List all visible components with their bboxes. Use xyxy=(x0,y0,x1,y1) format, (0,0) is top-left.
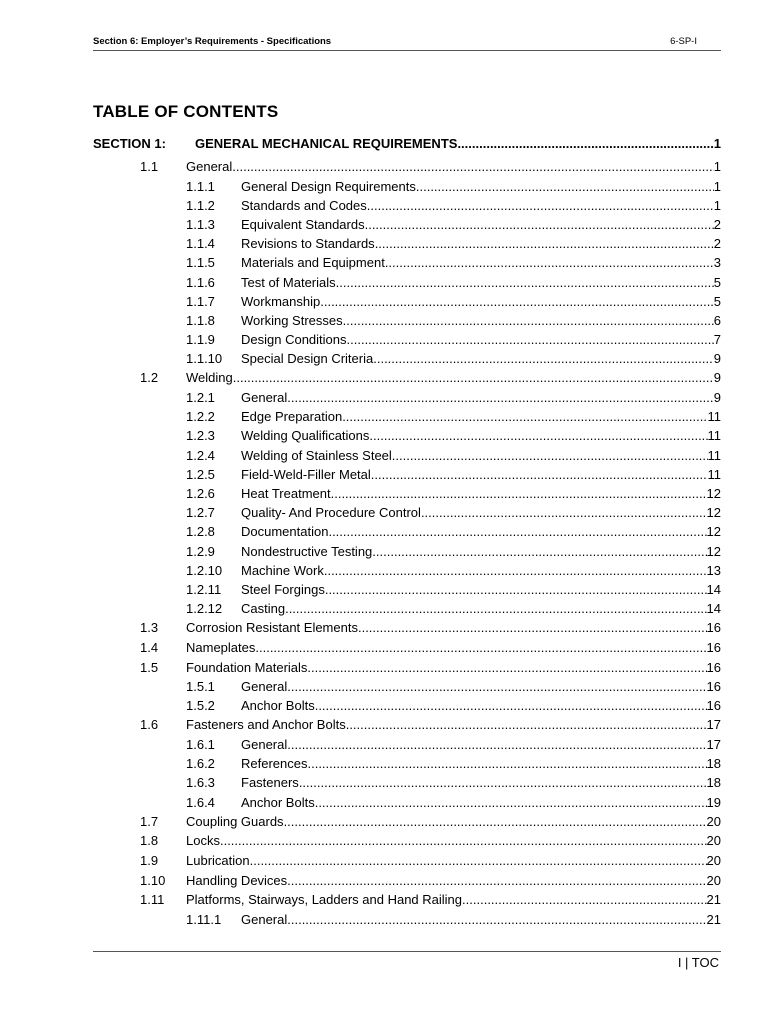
toc-entry-page: 6 xyxy=(713,312,721,328)
toc-entry-line xyxy=(241,177,721,196)
dot-leader xyxy=(315,793,707,812)
dot-leader xyxy=(373,349,714,368)
toc-entry-title: General xyxy=(241,911,288,927)
toc-entry-page: 11 xyxy=(707,466,721,482)
toc-entry-page: 16 xyxy=(706,698,721,714)
toc-entry-page: 11 xyxy=(707,409,721,425)
toc-entry-title: Special Design Criteria xyxy=(241,351,374,367)
toc-entry-page: 20 xyxy=(706,813,721,829)
toc-entry-number: 1.1.2 xyxy=(186,197,215,213)
toc-entry-page: 2 xyxy=(713,216,721,232)
toc-entry-line xyxy=(241,349,721,368)
toc-entry-title: References xyxy=(241,756,308,772)
toc-entry[interactable] xyxy=(93,330,721,349)
toc-entry-title: Fasteners xyxy=(241,775,299,791)
dot-leader xyxy=(285,599,706,618)
toc-entry-page: 9 xyxy=(713,351,721,367)
toc-entry-number: 1.6 xyxy=(140,717,159,733)
toc-entry-line xyxy=(241,407,721,426)
toc-entry-line xyxy=(241,465,721,484)
dot-leader xyxy=(346,715,707,735)
page-footer: I | TOC xyxy=(677,955,719,970)
dot-leader xyxy=(233,368,714,388)
toc-entry-number: 1.1.3 xyxy=(186,216,215,232)
toc-entry-page: 20 xyxy=(706,833,721,849)
toc-entry-line xyxy=(241,253,721,272)
toc-entry-number: 1.1.6 xyxy=(186,274,215,290)
toc-entry-title: Platforms, Stairways, Ladders and Hand Railing xyxy=(186,892,463,908)
toc-entry-title: Heat Treatment xyxy=(241,486,331,501)
toc-entry[interactable] xyxy=(93,599,721,618)
toc-entry-line xyxy=(241,910,721,929)
toc-entry-number: 1.5.1 xyxy=(186,679,215,695)
toc-entry-title: Foundation Materials xyxy=(186,659,308,675)
toc-entry-page: 19 xyxy=(706,794,721,810)
toc-entry[interactable] xyxy=(93,561,721,580)
dot-leader xyxy=(372,542,706,561)
toc-entry-page: 17 xyxy=(706,737,721,753)
dot-leader xyxy=(421,503,707,522)
toc-entry[interactable] xyxy=(93,618,721,638)
toc-entry-title: Handling Devices xyxy=(186,872,288,888)
toc-entry-title: Standards and Codes xyxy=(241,197,367,213)
toc-entry-number: 1.1.9 xyxy=(186,332,215,348)
dot-leader xyxy=(416,177,714,196)
toc-entry-page: 1 xyxy=(713,136,721,151)
toc-entry-page: 12 xyxy=(706,486,721,501)
toc-entry-line xyxy=(186,715,721,735)
toc-entry-title: Documentation xyxy=(241,524,329,540)
toc-entry-page: 11 xyxy=(707,447,721,463)
toc-entry-page: 7 xyxy=(713,332,721,348)
toc-entry-line xyxy=(241,484,721,503)
toc-entry-page: 16 xyxy=(706,659,721,675)
toc-entry[interactable] xyxy=(93,311,721,330)
toc-entry[interactable] xyxy=(93,253,721,272)
footer-divider xyxy=(93,951,721,952)
toc-entry-number: 1.2.12 xyxy=(186,601,223,617)
dot-leader xyxy=(287,735,706,754)
toc-entry-line xyxy=(241,696,721,715)
toc-entry-line xyxy=(186,658,721,678)
dot-leader xyxy=(375,234,714,253)
dot-leader xyxy=(371,465,708,484)
dot-leader xyxy=(385,253,714,272)
toc-entry-page: 12 xyxy=(706,543,721,559)
toc-entry[interactable] xyxy=(93,446,721,465)
dot-leader xyxy=(336,273,714,292)
dot-leader xyxy=(343,311,714,330)
toc-entry-line xyxy=(186,851,721,871)
table-of-contents xyxy=(93,134,721,929)
toc-entry-line xyxy=(241,735,721,754)
toc-entry-line xyxy=(241,196,721,215)
toc-entry[interactable] xyxy=(93,754,721,773)
toc-entry-number: 1.2.10 xyxy=(186,562,223,578)
dot-leader xyxy=(232,157,714,177)
toc-entry-page: 9 xyxy=(713,370,721,386)
toc-entry-number: 1.2.2 xyxy=(186,409,215,425)
toc-entry-number: 1.2 xyxy=(140,370,159,386)
toc-entry-number: 1.2.5 xyxy=(186,466,215,482)
toc-entry-page: 13 xyxy=(706,562,721,578)
toc-entry-page: 5 xyxy=(713,293,721,309)
dot-leader xyxy=(392,446,708,465)
toc-entry-line xyxy=(241,773,721,792)
toc-entry-number: 1.11 xyxy=(140,892,165,908)
toc-entry-title: General xyxy=(241,390,288,406)
toc-entry[interactable] xyxy=(93,503,721,522)
toc-entry-number: 1.2.8 xyxy=(186,524,215,540)
toc-entry-number: 1.8 xyxy=(140,833,159,849)
toc-entry-line xyxy=(241,522,721,541)
toc-entry-title: Working Stresses xyxy=(241,312,343,328)
toc-entry[interactable] xyxy=(93,910,721,929)
toc-entry[interactable] xyxy=(93,522,721,541)
toc-entry-number: 1.2.3 xyxy=(186,428,215,444)
toc-section-entry[interactable] xyxy=(93,134,721,154)
toc-entry[interactable] xyxy=(93,292,721,311)
toc-entry-title: Machine Work xyxy=(241,562,324,578)
header-section-title: Section 6: Employer’s Requirements - Specifications xyxy=(93,36,332,47)
toc-entry-page: 14 xyxy=(706,581,721,597)
toc-entry-title: Lubrication xyxy=(186,853,250,868)
toc-entry-title: Revisions to Standards xyxy=(241,236,375,252)
toc-entry[interactable] xyxy=(93,368,721,388)
toc-entry-page: 12 xyxy=(706,505,721,521)
toc-entry-title: Quality- And Procedure Control xyxy=(241,505,421,521)
toc-entry-line xyxy=(241,561,721,580)
toc-entry-page: 3 xyxy=(713,255,721,271)
toc-entry-number: 1.9 xyxy=(140,853,159,868)
dot-leader xyxy=(358,618,707,638)
toc-entry-line xyxy=(241,677,721,696)
page-header xyxy=(93,36,721,51)
toc-entry[interactable] xyxy=(93,273,721,292)
toc-entry-line xyxy=(241,542,721,561)
toc-entry-page: 18 xyxy=(706,756,721,772)
toc-entry[interactable] xyxy=(93,196,721,215)
toc-entry-number: 1.5.2 xyxy=(186,698,215,714)
toc-entry-page: 1 xyxy=(713,178,721,194)
toc-entry-line xyxy=(241,793,721,812)
toc-entry-line xyxy=(241,446,721,465)
toc-entry-page: 14 xyxy=(706,601,721,617)
dot-leader xyxy=(324,561,707,580)
toc-entry-line xyxy=(186,638,721,658)
toc-entry-title: Welding xyxy=(186,370,233,386)
toc-entry-line xyxy=(186,157,721,177)
toc-entry[interactable] xyxy=(93,426,721,445)
toc-entry-number: 1.1.1 xyxy=(186,178,215,194)
toc-entry-title: Field-Weld-Filler Metal xyxy=(241,466,371,482)
toc-entry-number: 1.10 xyxy=(140,872,166,888)
toc-entry[interactable] xyxy=(93,735,721,754)
toc-entry-line xyxy=(241,599,721,618)
toc-entry[interactable] xyxy=(93,793,721,812)
toc-entry[interactable] xyxy=(93,407,721,426)
toc-entry-title: Nondestructive Testing xyxy=(241,543,373,559)
toc-entry-title: Welding of Stainless Steel xyxy=(241,447,392,463)
toc-entry-line xyxy=(186,831,721,851)
toc-entry-number: 1.6.2 xyxy=(186,756,215,772)
dot-leader xyxy=(331,484,707,503)
toc-entry[interactable] xyxy=(93,542,721,561)
toc-entry[interactable] xyxy=(93,177,721,196)
dot-leader xyxy=(307,658,706,678)
dot-leader xyxy=(284,812,707,832)
toc-entry-title: Steel Forgings xyxy=(241,581,325,597)
toc-entry-number: 1.1.5 xyxy=(186,255,215,271)
toc-entry-page: 21 xyxy=(706,911,721,927)
toc-entry-page: 20 xyxy=(706,853,721,868)
dot-leader xyxy=(342,407,707,426)
dot-leader xyxy=(347,330,714,349)
toc-entry-number: 1.2.6 xyxy=(186,486,215,501)
toc-entry-number: 1.3 xyxy=(140,620,159,636)
toc-heading: TABLE OF CONTENTS xyxy=(93,102,279,121)
toc-entry-title: Test of Materials xyxy=(241,274,336,290)
toc-entry-page: 12 xyxy=(706,524,721,540)
toc-entry[interactable] xyxy=(93,696,721,715)
toc-entry-number: 1.1.10 xyxy=(186,351,223,367)
toc-entry-title: Locks xyxy=(186,833,220,849)
dot-leader xyxy=(287,388,714,407)
toc-entry-title: General xyxy=(241,679,288,695)
toc-entry-page: 1 xyxy=(713,159,721,174)
toc-entry-line xyxy=(241,754,721,773)
toc-entry-number: SECTION 1: xyxy=(93,136,166,151)
toc-entry-number: 1.4 xyxy=(140,639,159,655)
dot-leader xyxy=(255,638,706,658)
toc-entry-page: 16 xyxy=(706,639,721,655)
toc-entry-title: Anchor Bolts xyxy=(241,698,315,714)
toc-entry[interactable] xyxy=(93,157,721,177)
toc-entry-page: 16 xyxy=(706,620,721,636)
dot-leader xyxy=(299,773,707,792)
toc-entry[interactable] xyxy=(93,638,721,658)
toc-entry[interactable] xyxy=(93,234,721,253)
toc-entry-line xyxy=(186,618,721,638)
dot-leader xyxy=(250,851,707,871)
toc-entry-page: 20 xyxy=(706,872,721,888)
toc-entry-line xyxy=(241,580,721,599)
toc-entry-title: Edge Preparation xyxy=(241,409,343,425)
toc-entry[interactable] xyxy=(93,465,721,484)
toc-entry-title: General xyxy=(186,159,233,174)
dot-leader xyxy=(315,696,707,715)
dot-leader xyxy=(307,754,706,773)
header-page-code: 6-SP-I xyxy=(670,36,697,47)
toc-entry-line xyxy=(241,292,721,311)
dot-leader xyxy=(369,426,707,445)
dot-leader xyxy=(367,196,714,215)
dot-leader xyxy=(457,134,713,153)
toc-entry-title: Casting xyxy=(241,601,286,617)
toc-entry-number: 1.7 xyxy=(140,813,159,829)
toc-entry[interactable] xyxy=(93,890,721,910)
toc-entry-number: 1.11.1 xyxy=(186,911,222,927)
toc-entry-page: 1 xyxy=(713,197,721,213)
toc-entry-number: 1.2.1 xyxy=(186,390,215,406)
dot-leader xyxy=(287,677,706,696)
toc-entry[interactable] xyxy=(93,349,721,368)
toc-entry-title: Fasteners and Anchor Bolts xyxy=(186,717,346,733)
toc-entry[interactable] xyxy=(93,715,721,735)
toc-entry-line xyxy=(186,871,721,891)
toc-entry-number: 1.1.7 xyxy=(186,293,215,309)
toc-entry-number: 1.2.4 xyxy=(186,447,215,463)
toc-entry[interactable] xyxy=(93,871,721,891)
toc-entry-line xyxy=(186,368,721,388)
toc-entry-title: GENERAL MECHANICAL REQUIREMENTS xyxy=(195,136,458,151)
toc-entry-line xyxy=(241,234,721,253)
toc-entry[interactable] xyxy=(93,484,721,503)
toc-entry-line xyxy=(186,890,721,910)
toc-entry[interactable] xyxy=(93,388,721,407)
toc-entry-page: 21 xyxy=(706,892,721,908)
toc-entry[interactable] xyxy=(93,677,721,696)
toc-entry-number: 1.2.11 xyxy=(186,581,222,597)
toc-entry-number: 1.6.1 xyxy=(186,737,215,753)
toc-entry-page: 2 xyxy=(713,236,721,252)
toc-entry-title: Materials and Equipment xyxy=(241,255,385,271)
dot-leader xyxy=(365,215,714,234)
dot-leader xyxy=(325,580,707,599)
toc-entry-number: 1.2.9 xyxy=(186,543,215,559)
toc-entry-line xyxy=(241,273,721,292)
toc-entry-line xyxy=(241,311,721,330)
toc-entry-number: 1.1 xyxy=(140,159,159,174)
toc-entry[interactable] xyxy=(93,812,721,832)
toc-entry-line xyxy=(241,388,721,407)
toc-entry[interactable] xyxy=(93,658,721,678)
dot-leader xyxy=(462,890,707,910)
dot-leader xyxy=(328,522,706,541)
toc-entry-number: 1.1.8 xyxy=(186,312,215,328)
toc-entry-page: 5 xyxy=(713,274,721,290)
toc-entry-number: 1.6.4 xyxy=(186,794,215,810)
toc-entry-line xyxy=(195,134,721,153)
toc-entry-line xyxy=(186,812,721,832)
toc-entry-title: Design Conditions xyxy=(241,332,347,348)
toc-entry-number: 1.2.7 xyxy=(186,505,215,521)
toc-entry-page: 9 xyxy=(713,390,721,406)
toc-entry-line xyxy=(241,215,721,234)
toc-entry-page: 18 xyxy=(706,775,721,791)
toc-entry-page: 16 xyxy=(706,679,721,695)
toc-entry[interactable] xyxy=(93,773,721,792)
toc-entry[interactable] xyxy=(93,831,721,851)
toc-entry-page: 11 xyxy=(707,428,721,444)
toc-entry-page: 17 xyxy=(706,717,721,733)
toc-entry-line xyxy=(241,330,721,349)
toc-entry-title: Corrosion Resistant Elements xyxy=(186,620,358,636)
dot-leader xyxy=(287,871,706,891)
toc-entry-number: 1.1.4 xyxy=(186,236,215,252)
toc-entry-title: General xyxy=(241,737,288,753)
toc-entry-title: Equivalent Standards xyxy=(241,216,365,232)
toc-entry-number: 1.6.3 xyxy=(186,775,215,791)
toc-entry-title: Anchor Bolts xyxy=(241,794,315,810)
toc-entry-title: Welding Qualifications xyxy=(241,428,370,444)
dot-leader xyxy=(220,831,707,851)
dot-leader xyxy=(287,910,706,929)
toc-entry-title: Coupling Guards xyxy=(186,813,284,829)
dot-leader xyxy=(320,292,714,311)
toc-entry-number: 1.5 xyxy=(140,659,159,675)
toc-entry-title: Nameplates xyxy=(186,639,256,655)
toc-entry-title: General Design Requirements xyxy=(241,178,416,194)
toc-entry-title: Workmanship xyxy=(241,293,321,309)
toc-entry[interactable] xyxy=(93,851,721,871)
toc-entry[interactable] xyxy=(93,215,721,234)
toc-entry-line xyxy=(241,503,721,522)
toc-entry[interactable] xyxy=(93,580,721,599)
toc-entry-line xyxy=(241,426,721,445)
